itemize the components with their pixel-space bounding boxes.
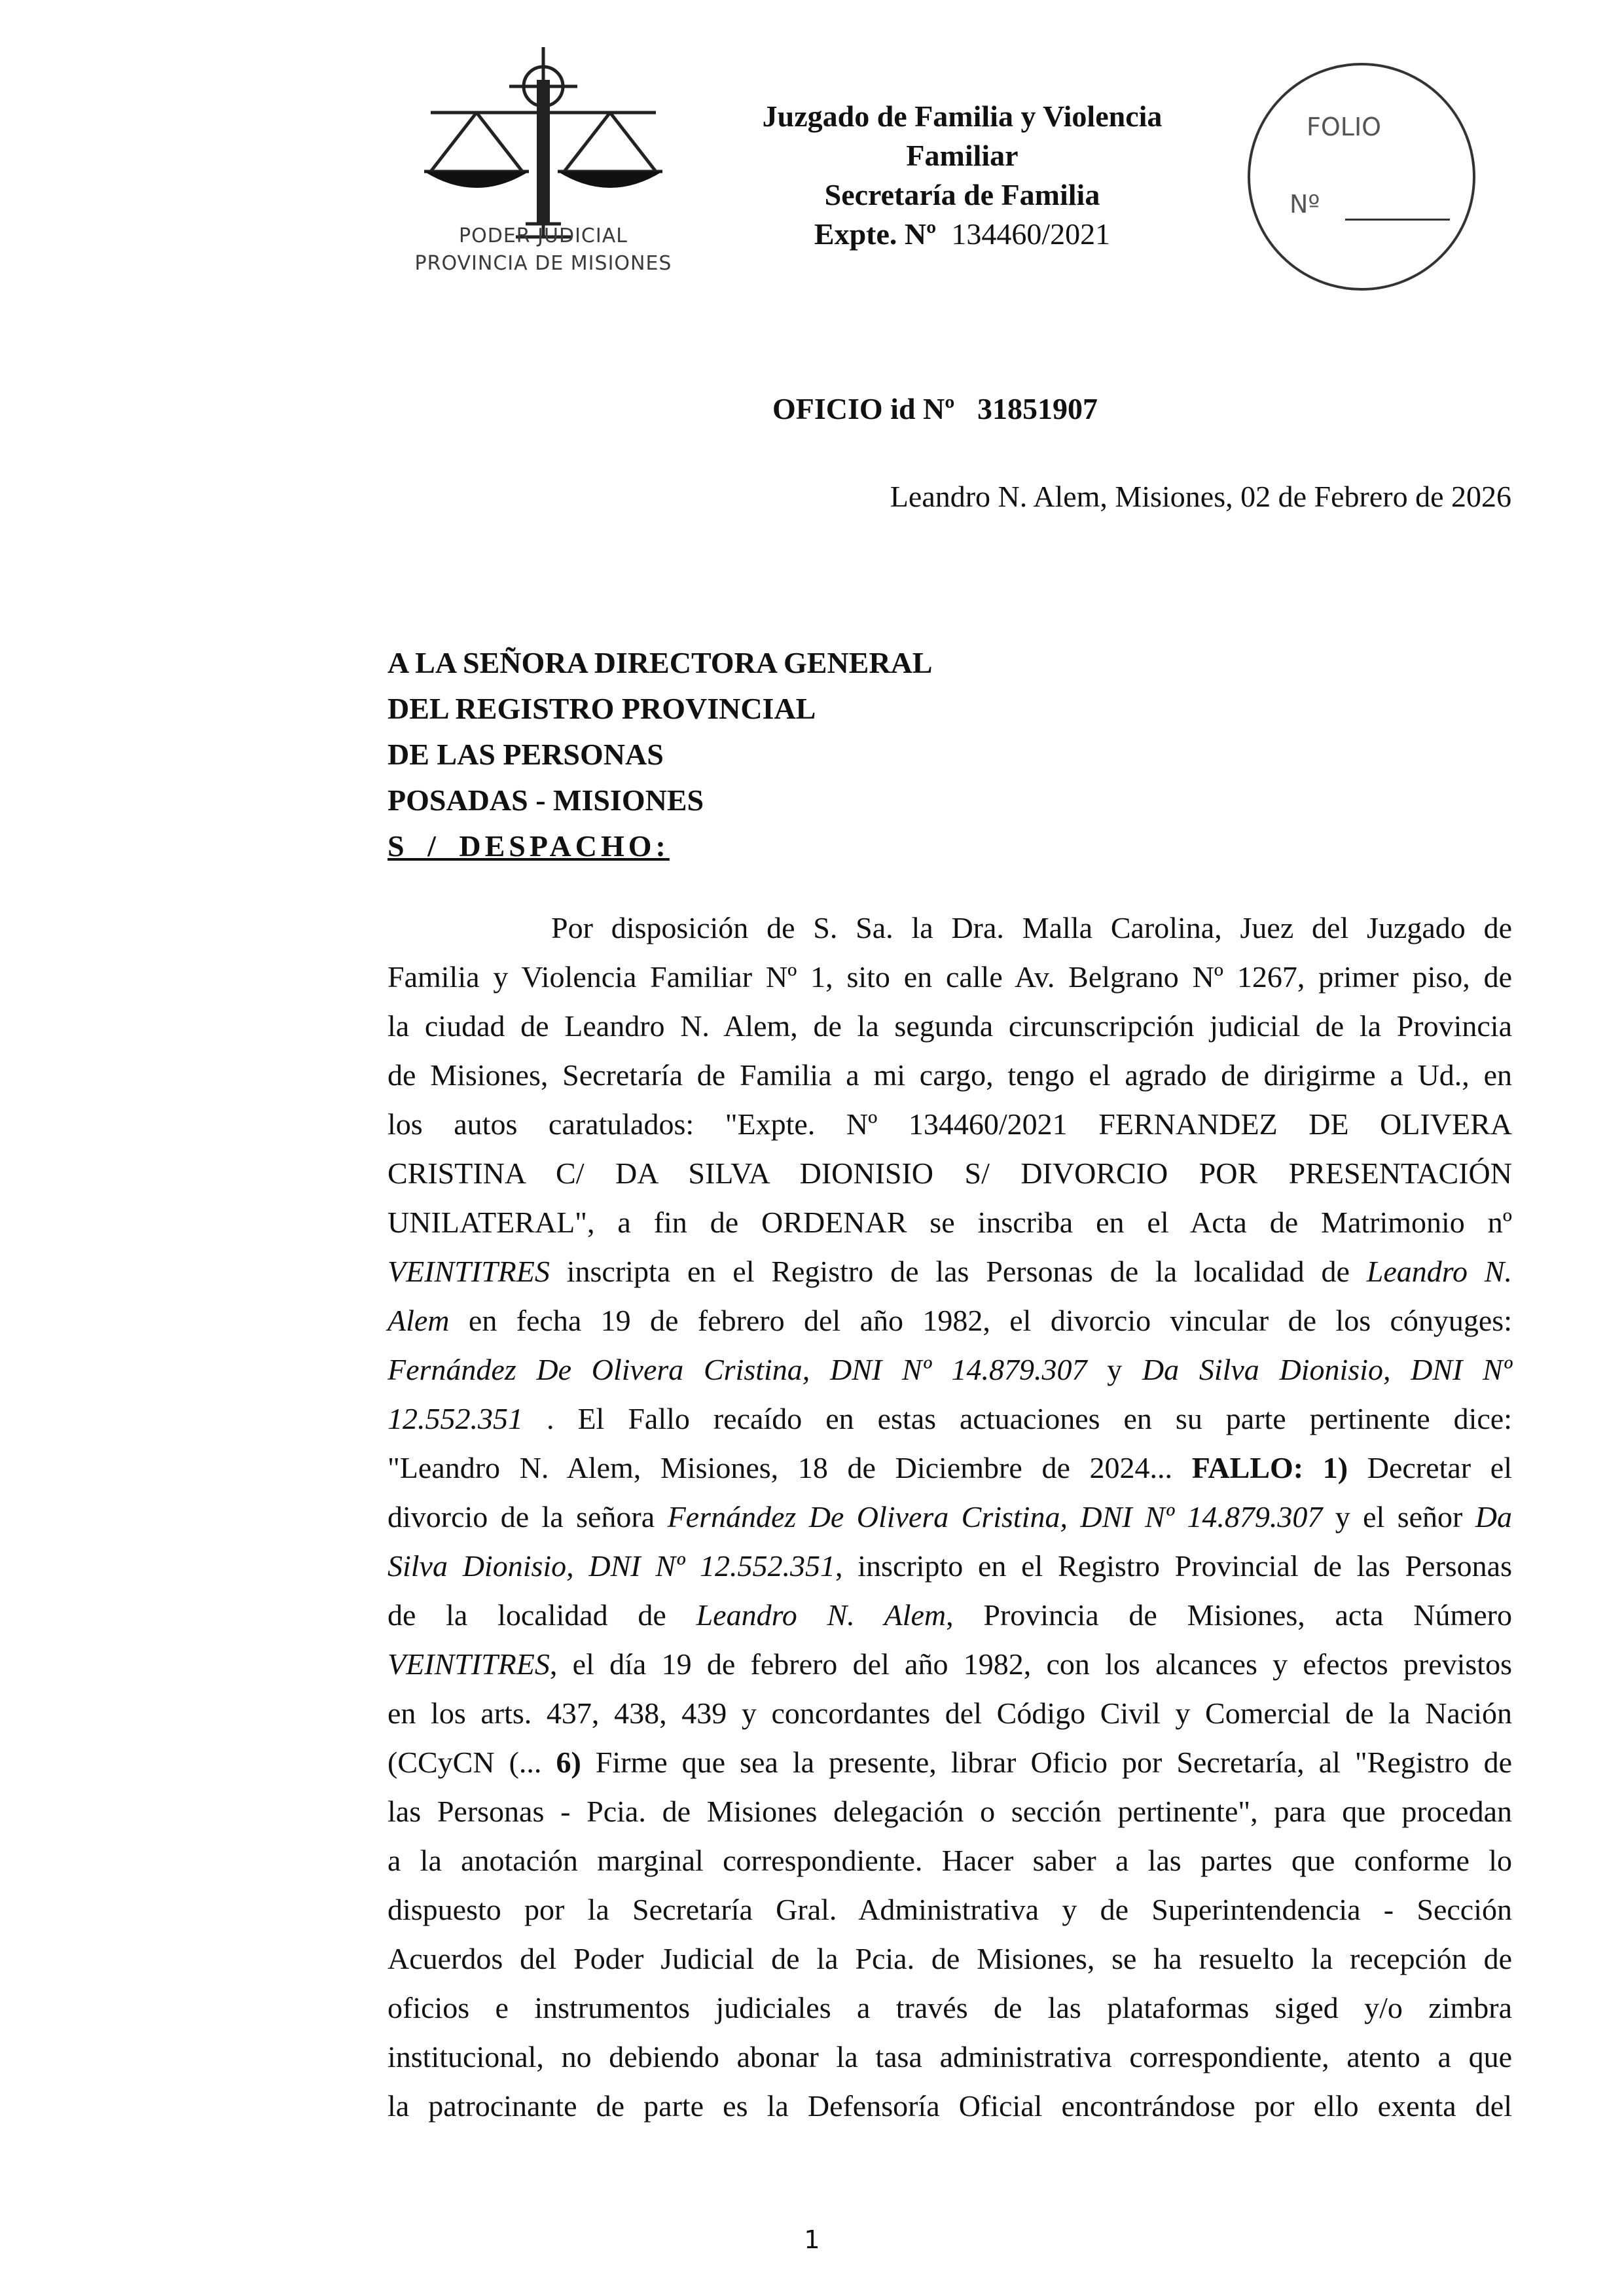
page-number: 1 — [804, 2225, 820, 2254]
text-segment: divorcio de la señora — [388, 1500, 668, 1534]
addressee-line-4: POSADAS - MISIONES — [388, 783, 704, 817]
italic-segment: 12.552.351 — [388, 1402, 523, 1435]
body-line — [388, 1443, 1512, 1492]
text-segment: (CCyCN (... — [388, 1746, 556, 1779]
court-header — [694, 97, 1231, 254]
body-line: la patrocinante de parte es la Defensoría Oficial encontrándose por ello exenta del — [388, 2089, 1512, 2123]
logo-caption — [399, 223, 687, 278]
body-line: de Misiones, Secretaría de Familia a mi cargo, tengo el agrado de dirigirme a Ud., en — [388, 1058, 1512, 1092]
italic-segment: VEINTITRES — [388, 1255, 550, 1288]
body-line — [388, 1247, 1512, 1296]
italic-segment: Fernández De Olivera Cristina, DNI Nº 14.879.307 — [667, 1500, 1323, 1534]
body-line — [388, 1738, 1512, 1787]
text-segment: , inscripto en el Registro Provincial de las Personas — [835, 1549, 1512, 1583]
body-line: dispuesto por la Secretaría Gral. Administrativa y de Superintendencia - Sección — [388, 1893, 1512, 1926]
logo-line-1: PODER JUDICIAL — [459, 224, 628, 247]
italic-segment: Leandro N. — [1366, 1255, 1512, 1288]
body-line: institucional, no debiendo abonar la tasa administrativa correspondiente, atento a que — [388, 2040, 1512, 2073]
folio-number-blank — [1345, 219, 1450, 221]
body-line: oficios e instrumentos judiciales a través de las plataformas siged y/o zimbra — [388, 1991, 1512, 2024]
text-segment: en fecha 19 de febrero del año 1982, el divorcio vincular de los cónyuges: — [449, 1304, 1512, 1337]
bold-segment: 6) — [556, 1746, 581, 1779]
expte-label: Expte. Nº — [814, 217, 937, 251]
italic-segment: Leandro N. Alem — [696, 1598, 947, 1632]
folio-stamp-icon — [1237, 59, 1486, 308]
oficio-id — [772, 391, 1098, 426]
addressee-line-5: S / DESPACHO: — [388, 829, 670, 863]
text-segment: de la localidad de — [388, 1598, 696, 1632]
header-line-1: Juzgado de Familia y Violencia — [762, 99, 1163, 133]
body-line: las Personas - Pcia. de Misiones delegación o sección pertinente", para que procedan — [388, 1795, 1512, 1828]
body-line — [388, 1394, 1512, 1443]
body-line: en los arts. 437, 438, 439 y concordantes del Código Civil y Comercial de la Nación — [388, 1696, 1512, 1730]
body-line: la ciudad de Leandro N. Alem, de la segunda circunscripción judicial de la Provincia — [388, 1009, 1512, 1043]
italic-segment: Fernández De Olivera Cristina, DNI Nº 14.879.307 — [388, 1353, 1087, 1386]
addressee-line-2: DEL REGISTRO PROVINCIAL — [388, 692, 816, 725]
italic-segment: Silva Dionisio, DNI Nº 12.552.351 — [388, 1549, 836, 1583]
body-line — [388, 1541, 1512, 1590]
text-segment: , el día 19 de febrero del año 1982, con los alcances y efectos previstos — [549, 1647, 1512, 1681]
body-line — [388, 1492, 1512, 1541]
expte-value: 134460/2021 — [951, 217, 1111, 251]
oficio-number: 31851907 — [977, 392, 1098, 425]
text-segment: y el señor — [1322, 1500, 1475, 1534]
body-line: Acuerdos del Poder Judicial de la Pcia. de Misiones, se ha resuelto la recepción de — [388, 1942, 1512, 1975]
body-text — [388, 903, 1512, 2130]
logo-line-2: PROVINCIA DE MISIONES — [414, 252, 672, 275]
text-segment: inscripta en el Registro de las Personas de la localidad de — [549, 1255, 1367, 1288]
italic-segment: Da — [1475, 1500, 1512, 1534]
italic-segment: Da Silva Dionisio, DNI Nº — [1142, 1353, 1513, 1386]
addressee-block — [388, 640, 932, 869]
body-line: Familia y Violencia Familiar Nº 1, sito en calle Av. Belgrano Nº 1267, primer piso, de — [388, 960, 1512, 994]
folio-label: FOLIO — [1307, 113, 1382, 141]
text-segment: Decretar el — [1348, 1451, 1512, 1484]
oficio-label: OFICIO id Nº — [772, 392, 955, 425]
folio-number-label: Nº — [1290, 190, 1320, 219]
body-line: UNILATERAL", a fin de ORDENAR se inscriba en el Acta de Matrimonio nº — [388, 1206, 1512, 1239]
body-line — [388, 1345, 1512, 1394]
header-line-2: Familiar — [906, 139, 1019, 172]
text-segment: "Leandro N. Alem, Misiones, 18 de Diciembre de 2024... — [388, 1451, 1192, 1484]
expte-line — [694, 215, 1231, 254]
text-segment: y — [1087, 1353, 1142, 1386]
text-segment: , Provincia de Misiones, acta Número — [946, 1598, 1513, 1632]
body-line: a la anotación marginal correspondiente. Hacer saber a las partes que conforme lo — [388, 1844, 1512, 1877]
addressee-line-1: A LA SEÑORA DIRECTORA GENERAL — [388, 646, 933, 679]
date-line: Leandro N. Alem, Misiones, 02 de Febrero de 2026 — [890, 480, 1511, 513]
italic-segment: VEINTITRES — [388, 1647, 550, 1681]
addressee-line-3: DE LAS PERSONAS — [388, 738, 664, 771]
body-line — [388, 1296, 1512, 1345]
text-segment: . El Fallo recaído en estas actuaciones en su parte pertinente dice: — [523, 1402, 1512, 1435]
body-line: CRISTINA C/ DA SILVA DIONISIO S/ DIVORCIO POR PRESENTACIÓN — [388, 1157, 1512, 1190]
header-line-3: Secretaría de Familia — [824, 178, 1100, 211]
italic-segment: Alem — [388, 1304, 450, 1337]
body-line: los autos caratulados: "Expte. Nº 134460/2021 FERNANDEZ DE OLIVERA — [388, 1107, 1512, 1141]
body-line — [388, 1640, 1512, 1689]
body-line — [388, 1590, 1512, 1640]
bold-segment: FALLO: 1) — [1191, 1451, 1348, 1484]
body-line: Por disposición de S. Sa. la Dra. Malla Carolina, Juez del Juzgado de — [551, 911, 1512, 944]
text-segment: Firme que sea la presente, librar Oficio por Secretaría, al "Registro de — [581, 1746, 1512, 1779]
